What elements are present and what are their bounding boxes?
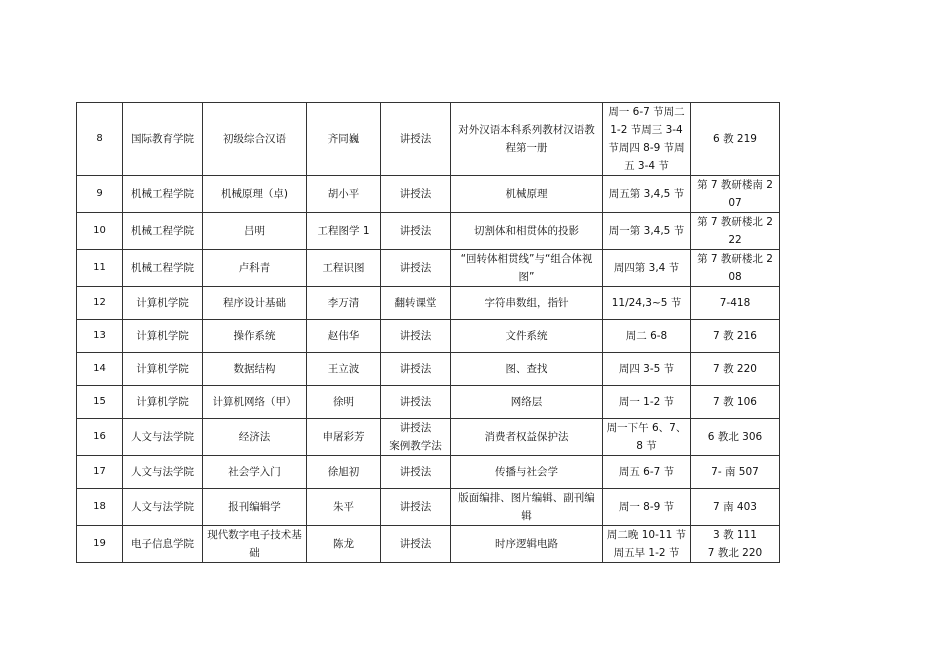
content-cell: 文件系统 bbox=[451, 320, 603, 353]
table-row bbox=[77, 353, 780, 386]
row-number: 16 bbox=[77, 419, 123, 456]
method-cell: 讲授法 bbox=[381, 320, 451, 353]
time-cell: 11/24,3~5 节 bbox=[603, 287, 691, 320]
content-cell: 切割体和相贯体的投影 bbox=[451, 213, 603, 250]
method-cell: 翻转课堂 bbox=[381, 287, 451, 320]
course-cell: 计算机网络（甲） bbox=[203, 386, 307, 419]
teacher-cell: 徐旭初 bbox=[307, 456, 381, 489]
teacher-cell: 工程识图 bbox=[307, 250, 381, 287]
method-cell: 讲授法 bbox=[381, 386, 451, 419]
course-cell: 现代数字电子技术基础 bbox=[203, 526, 307, 563]
time-cell: 周一 6-7 节周二 1-2 节周三 3-4 节周四 8-9 节周五 3-4 节 bbox=[603, 103, 691, 176]
college-cell: 国际教育学院 bbox=[123, 103, 203, 176]
row-number: 17 bbox=[77, 456, 123, 489]
row-number: 10 bbox=[77, 213, 123, 250]
room-cell: 7 教 220 bbox=[691, 353, 780, 386]
table-row bbox=[77, 526, 780, 563]
table-row bbox=[77, 250, 780, 287]
row-number: 8 bbox=[77, 103, 123, 176]
college-cell: 机械工程学院 bbox=[123, 213, 203, 250]
room-cell: 第 7 教研楼北 222 bbox=[691, 213, 780, 250]
room-cell: 7 教 216 bbox=[691, 320, 780, 353]
room-cell: 6 教 219 bbox=[691, 103, 780, 176]
time-cell: 周一第 3,4,5 节 bbox=[603, 213, 691, 250]
teacher-cell: 朱平 bbox=[307, 489, 381, 526]
method-cell: 讲授法 bbox=[381, 176, 451, 213]
time-cell: 周二 6-8 bbox=[603, 320, 691, 353]
row-number: 9 bbox=[77, 176, 123, 213]
college-cell: 计算机学院 bbox=[123, 320, 203, 353]
room-cell: 7- 南 507 bbox=[691, 456, 780, 489]
row-number: 12 bbox=[77, 287, 123, 320]
method-cell: 讲授法 案例教学法 bbox=[381, 419, 451, 456]
teacher-cell: 徐明 bbox=[307, 386, 381, 419]
method-cell: 讲授法 bbox=[381, 213, 451, 250]
method-cell: 讲授法 bbox=[381, 456, 451, 489]
row-number: 13 bbox=[77, 320, 123, 353]
course-cell: 初级综合汉语 bbox=[203, 103, 307, 176]
teacher-cell: 李万清 bbox=[307, 287, 381, 320]
content-cell: “回转体相贯线”与“组合体视图” bbox=[451, 250, 603, 287]
room-cell: 第 7 教研楼北 208 bbox=[691, 250, 780, 287]
college-cell: 计算机学院 bbox=[123, 287, 203, 320]
content-cell: 网络层 bbox=[451, 386, 603, 419]
teacher-cell: 申屠彩芳 bbox=[307, 419, 381, 456]
time-cell: 周一下午 6、7、8 节 bbox=[603, 419, 691, 456]
course-cell: 社会学入门 bbox=[203, 456, 307, 489]
teacher-cell: 赵伟华 bbox=[307, 320, 381, 353]
content-cell: 版面编排、图片编辑、副刊编辑 bbox=[451, 489, 603, 526]
course-cell: 经济法 bbox=[203, 419, 307, 456]
course-cell: 卢科青 bbox=[203, 250, 307, 287]
time-cell: 周五 6-7 节 bbox=[603, 456, 691, 489]
college-cell: 计算机学院 bbox=[123, 386, 203, 419]
course-cell: 机械原理（卓) bbox=[203, 176, 307, 213]
content-cell: 字符串数组，指针 bbox=[451, 287, 603, 320]
table-row bbox=[77, 489, 780, 526]
row-number: 15 bbox=[77, 386, 123, 419]
room-cell: 7-418 bbox=[691, 287, 780, 320]
table-row bbox=[77, 386, 780, 419]
course-schedule-table bbox=[76, 102, 780, 563]
course-cell: 吕明 bbox=[203, 213, 307, 250]
college-cell: 机械工程学院 bbox=[123, 176, 203, 213]
row-number: 14 bbox=[77, 353, 123, 386]
teacher-cell: 工程图学 1 bbox=[307, 213, 381, 250]
content-cell: 图、查找 bbox=[451, 353, 603, 386]
table-row bbox=[77, 176, 780, 213]
room-cell: 7 教 106 bbox=[691, 386, 780, 419]
table-row bbox=[77, 456, 780, 489]
room-cell: 第 7 教研楼南 207 bbox=[691, 176, 780, 213]
table-row bbox=[77, 419, 780, 456]
content-cell: 时序逻辑电路 bbox=[451, 526, 603, 563]
table-row bbox=[77, 103, 780, 176]
content-cell: 机械原理 bbox=[451, 176, 603, 213]
time-cell: 周一 1-2 节 bbox=[603, 386, 691, 419]
college-cell: 机械工程学院 bbox=[123, 250, 203, 287]
college-cell: 电子信息学院 bbox=[123, 526, 203, 563]
college-cell: 计算机学院 bbox=[123, 353, 203, 386]
table-row bbox=[77, 287, 780, 320]
method-cell: 讲授法 bbox=[381, 103, 451, 176]
college-cell: 人文与法学院 bbox=[123, 456, 203, 489]
room-cell: 7 南 403 bbox=[691, 489, 780, 526]
course-cell: 数据结构 bbox=[203, 353, 307, 386]
table-row bbox=[77, 320, 780, 353]
content-cell: 传播与社会学 bbox=[451, 456, 603, 489]
course-cell: 程序设计基础 bbox=[203, 287, 307, 320]
room-cell: 6 教北 306 bbox=[691, 419, 780, 456]
time-cell: 周二晚 10-11 节 周五早 1-2 节 bbox=[603, 526, 691, 563]
content-cell: 消费者权益保护法 bbox=[451, 419, 603, 456]
college-cell: 人文与法学院 bbox=[123, 489, 203, 526]
time-cell: 周四第 3,4 节 bbox=[603, 250, 691, 287]
method-cell: 讲授法 bbox=[381, 250, 451, 287]
teacher-cell: 王立波 bbox=[307, 353, 381, 386]
row-number: 11 bbox=[77, 250, 123, 287]
table-row bbox=[77, 213, 780, 250]
time-cell: 周一 8-9 节 bbox=[603, 489, 691, 526]
teacher-cell: 齐同巍 bbox=[307, 103, 381, 176]
content-cell: 对外汉语本科系列教材汉语教程第一册 bbox=[451, 103, 603, 176]
teacher-cell: 陈龙 bbox=[307, 526, 381, 563]
college-cell: 人文与法学院 bbox=[123, 419, 203, 456]
method-cell: 讲授法 bbox=[381, 353, 451, 386]
course-cell: 操作系统 bbox=[203, 320, 307, 353]
row-number: 18 bbox=[77, 489, 123, 526]
teacher-cell: 胡小平 bbox=[307, 176, 381, 213]
time-cell: 周四 3-5 节 bbox=[603, 353, 691, 386]
method-cell: 讲授法 bbox=[381, 526, 451, 563]
room-cell: 3 教 111 7 教北 220 bbox=[691, 526, 780, 563]
time-cell: 周五第 3,4,5 节 bbox=[603, 176, 691, 213]
course-cell: 报刊编辑学 bbox=[203, 489, 307, 526]
method-cell: 讲授法 bbox=[381, 489, 451, 526]
row-number: 19 bbox=[77, 526, 123, 563]
